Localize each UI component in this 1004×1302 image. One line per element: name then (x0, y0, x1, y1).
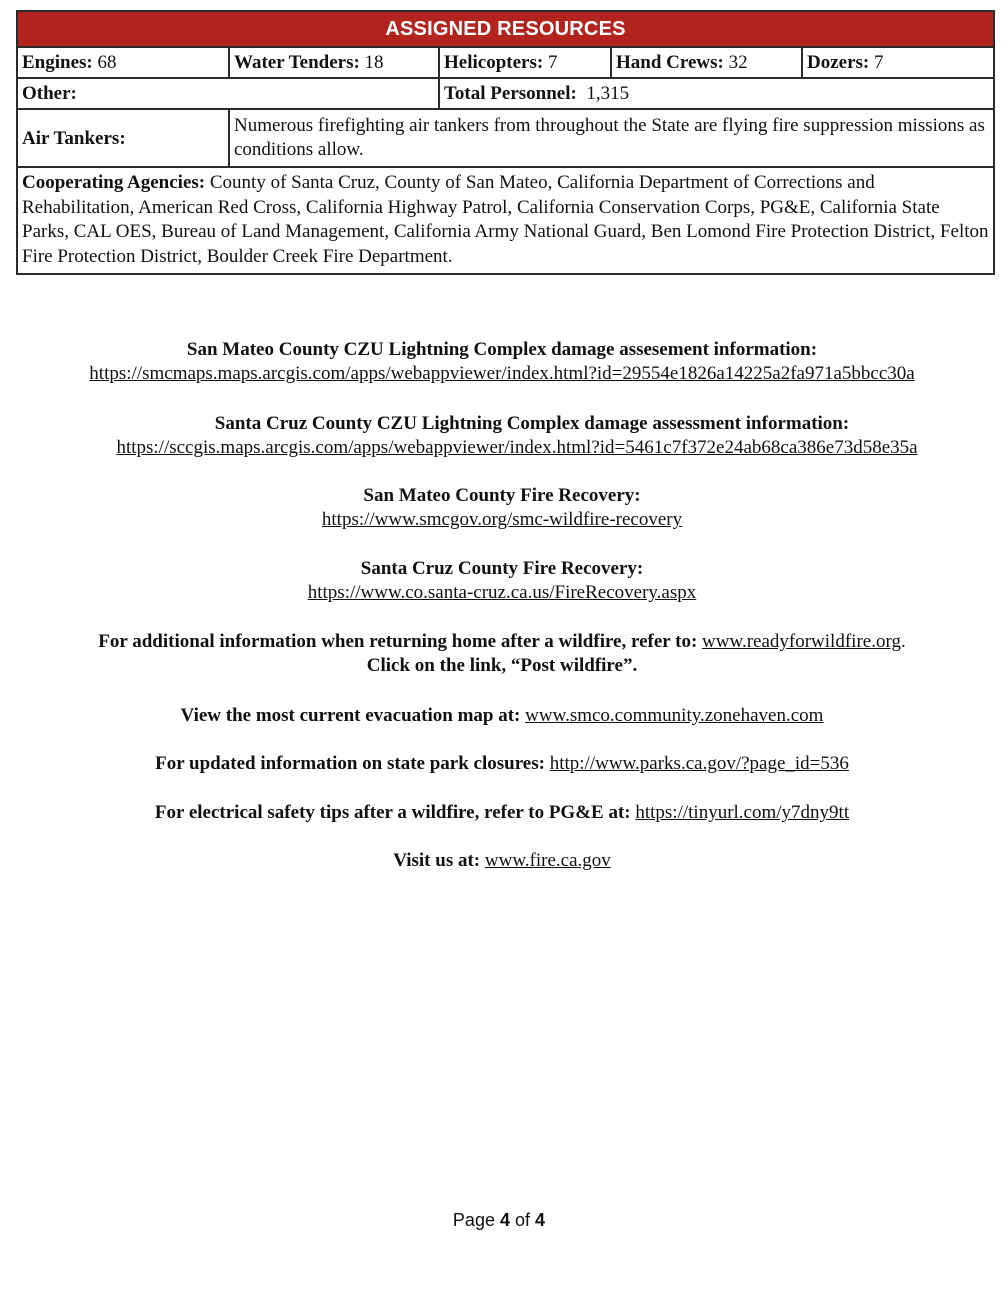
engines-cell (17, 47, 229, 78)
hand-crews-value: 32 (728, 52, 748, 73)
readyforwildfire-link[interactable]: www.readyforwildfire.org (702, 631, 901, 652)
returning-home-text: For additional information when returning home after a wildfire, refer to: (98, 631, 698, 652)
scc-recovery-heading: Santa Cruz County Fire Recovery: (360, 558, 644, 579)
hand-crews-cell (611, 47, 802, 78)
smc-recovery-link[interactable]: https://www.smcgov.org/smc-wildfire-recovery (321, 509, 683, 530)
dozers-label: Dozers: (807, 52, 870, 73)
scc-recovery-link[interactable]: https://www.co.santa-cruz.ca.us/FireRecovery.aspx (307, 582, 697, 603)
other-label: Other: (22, 83, 77, 104)
smc-damage-heading: San Mateo County CZU Lightning Complex damage assesement information: (186, 339, 818, 360)
engines-label: Engines: (22, 52, 93, 73)
scc-recovery-block (0, 557, 1004, 605)
electrical-safety-text: For electrical safety tips after a wildfire, refer to PG&E at: (154, 802, 631, 823)
post-wildfire-instruction: Click on the link, “Post wildfire”. (366, 655, 638, 676)
page-current: 4 (499, 1210, 510, 1230)
other-cell (17, 78, 439, 109)
page-total: 4 (535, 1210, 546, 1230)
air-tankers-label: Air Tankers: (17, 109, 229, 167)
helicopters-cell (439, 47, 611, 78)
evac-map-text: View the most current evacuation map at: (180, 705, 521, 726)
smc-damage-block (0, 338, 1004, 386)
cooperating-agencies-value: County of Santa Cruz, County of San Mateo, California Department of Corrections and Rehabilitation, American Red Cross, California Highway Patrol, California Conservation Corps, PG&E, California State Parks, CAL OES, Bureau of Land Management, California Army National Guard, Ben Lomond Fire Protection District, Felton Fire Protection District, Boulder Creek Fire Department. (22, 172, 989, 267)
visit-text: Visit us at: (393, 850, 481, 871)
cooperating-agencies-label: Cooperating Agencies: (22, 172, 206, 193)
smc-damage-link[interactable]: https://smcmaps.maps.arcgis.com/apps/webappviewer/index.html?id=29554e1826a14225a2fa971a5bbcc30a (89, 363, 915, 384)
page-of-word: of (515, 1210, 531, 1230)
fire-ca-gov-link[interactable]: www.fire.ca.gov (484, 850, 611, 871)
scc-damage-heading: Santa Cruz County CZU Lightning Complex damage assessment information: (214, 413, 850, 434)
dozers-value: 7 (874, 52, 884, 73)
smc-recovery-block (0, 484, 1004, 532)
cooperating-agencies-cell (17, 167, 994, 274)
zonehaven-link[interactable]: www.smco.community.zonehaven.com (525, 705, 824, 726)
air-tankers-value: Numerous firefighting air tankers from throughout the State are flying fire suppression missions as conditions allow. (229, 109, 994, 167)
park-closures-block (0, 752, 1004, 776)
parks-link[interactable]: http://www.parks.ca.gov/?page_id=536 (549, 753, 849, 774)
total-personnel-label: Total Personnel: (444, 83, 577, 104)
total-personnel-value: 1,315 (586, 83, 630, 104)
water-tenders-label: Water Tenders: (234, 52, 360, 73)
engines-value: 68 (97, 52, 117, 73)
total-personnel-cell (439, 78, 994, 109)
visit-block (0, 849, 1004, 873)
water-tenders-value: 18 (364, 52, 384, 73)
pge-tinyurl-link[interactable]: https://tinyurl.com/y7dny9tt (635, 802, 850, 823)
helicopters-label: Helicopters: (444, 52, 544, 73)
assigned-resources-table (16, 10, 995, 275)
electrical-safety-block (0, 801, 1004, 825)
hand-crews-label: Hand Crews: (616, 52, 724, 73)
smc-recovery-heading: San Mateo County Fire Recovery: (363, 485, 641, 506)
assigned-resources-title: ASSIGNED RESOURCES (17, 11, 994, 47)
water-tenders-cell (229, 47, 439, 78)
park-closures-text: For updated information on state park closures: (155, 753, 545, 774)
dozers-cell (802, 47, 994, 78)
page-footer (0, 1210, 998, 1231)
helicopters-value: 7 (547, 52, 558, 73)
returning-home-period: . (900, 631, 906, 652)
scc-damage-link[interactable]: https://sccgis.maps.arcgis.com/apps/webappviewer/index.html?id=5461c7f372e24ab68ca386e73d58e35a (116, 437, 918, 458)
returning-home-block (0, 630, 1004, 678)
evac-map-block (0, 704, 1004, 728)
scc-damage-block (30, 412, 1004, 460)
page-word: Page (452, 1210, 495, 1230)
